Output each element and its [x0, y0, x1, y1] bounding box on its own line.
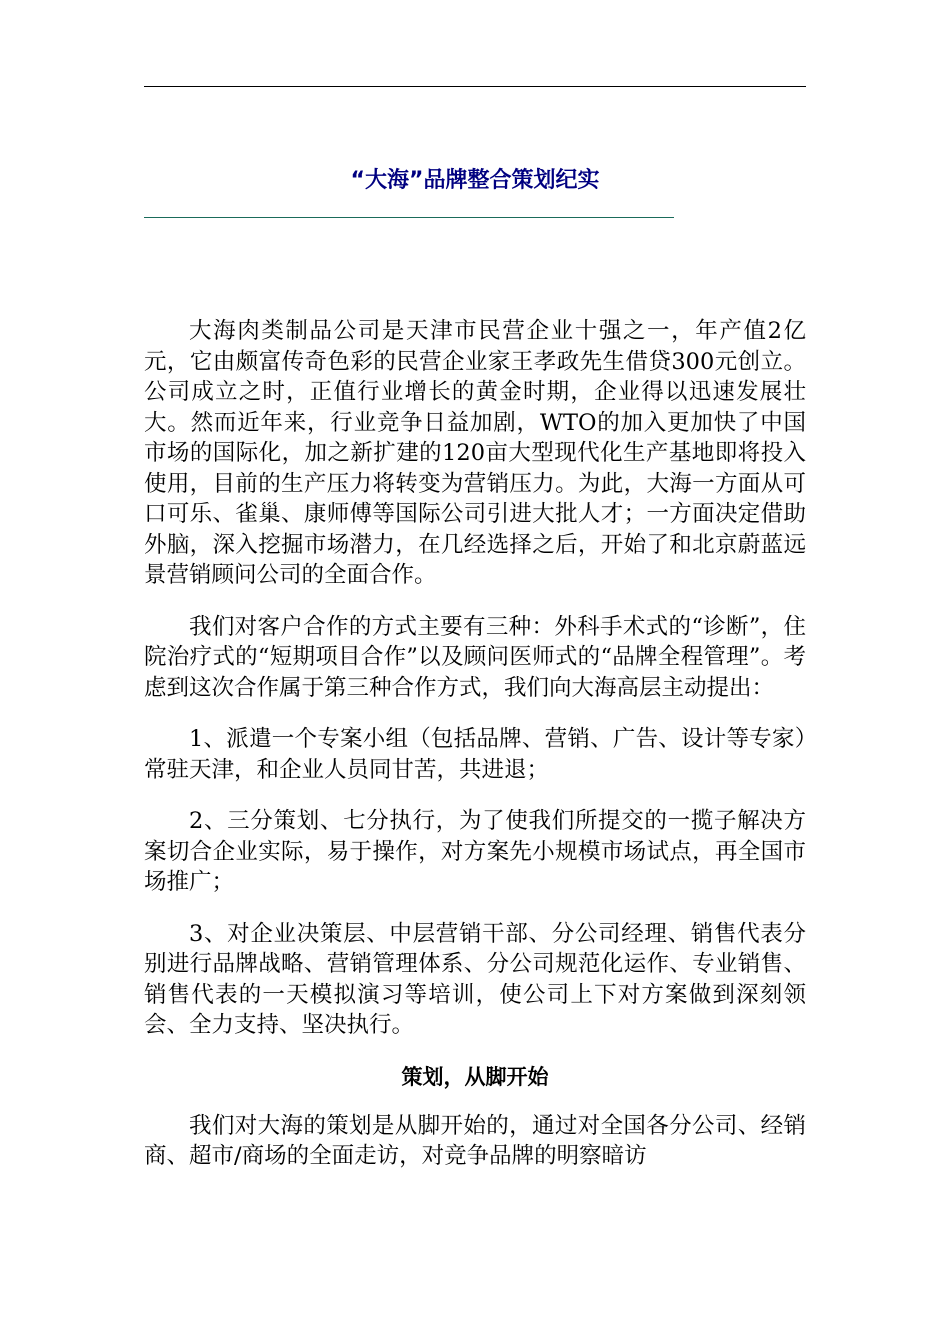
- document-body: [144, 316, 806, 1193]
- paragraph-intro: 大海肉类制品公司是天津市民营企业十强之一，年产值2亿元，它由颇富传奇色彩的民营企业家王孝政先生借贷300元创立。公司成立之时，正值行业增长的黄金时期，企业得以迅速发展壮大。然而近年来，行业竞争日益加剧，WTO的加入更加快了中国市场的国际化，加之新扩建的120亩大型现代化生产基地即将投入使用，目前的生产压力将转变为营销压力。为此，大海一方面从可口可乐、雀巢、康师傅等国际公司引进大批人才；一方面决定借助外脑，深入挖掘市场潜力，在几经选择之后，开始了和北京蔚蓝远景营销顾问公司的全面合作。: [144, 318, 806, 588]
- header-rule: [144, 86, 806, 87]
- document-title: “大海”品牌整合策划纪实: [350, 168, 600, 193]
- section-heading: 策划，从脚开始: [401, 1064, 549, 1089]
- paragraph-point-1: 1、派遣一个专案小组（包括品牌、营销、广告、设计等专家）常驻天津，和企业人员同甘苦，共进退；: [144, 726, 806, 783]
- paragraph-section-1: 我们对大海的策划是从脚开始的，通过对全国各分公司、经销商、超市/商场的全面走访，对竞争品牌的明察暗访: [144, 1112, 806, 1169]
- title-underline: [144, 217, 674, 218]
- paragraph-point-2: 2、三分策划、七分执行，为了使我们所提交的一揽子解决方案切合企业实际，易于操作，对方案先小规模市场试点，再全国市场推广；: [144, 808, 806, 895]
- paragraph-cooperation: 我们对客户合作的方式主要有三种：外科手术式的“诊断”，住院治疗式的“短期项目合作”以及顾问医师式的“品牌全程管理”。考虑到这次合作属于第三种合作方式，我们向大海高层主动提出：: [144, 613, 806, 701]
- paragraph-point-3: 3、对企业决策层、中层营销干部、分公司经理、销售代表分别进行品牌战略、营销管理体系、分公司规范化运作、专业销售、销售代表的一天模拟演习等培训，使公司上下对方案做到深刻领会、全力支持、坚决执行。: [144, 920, 806, 1038]
